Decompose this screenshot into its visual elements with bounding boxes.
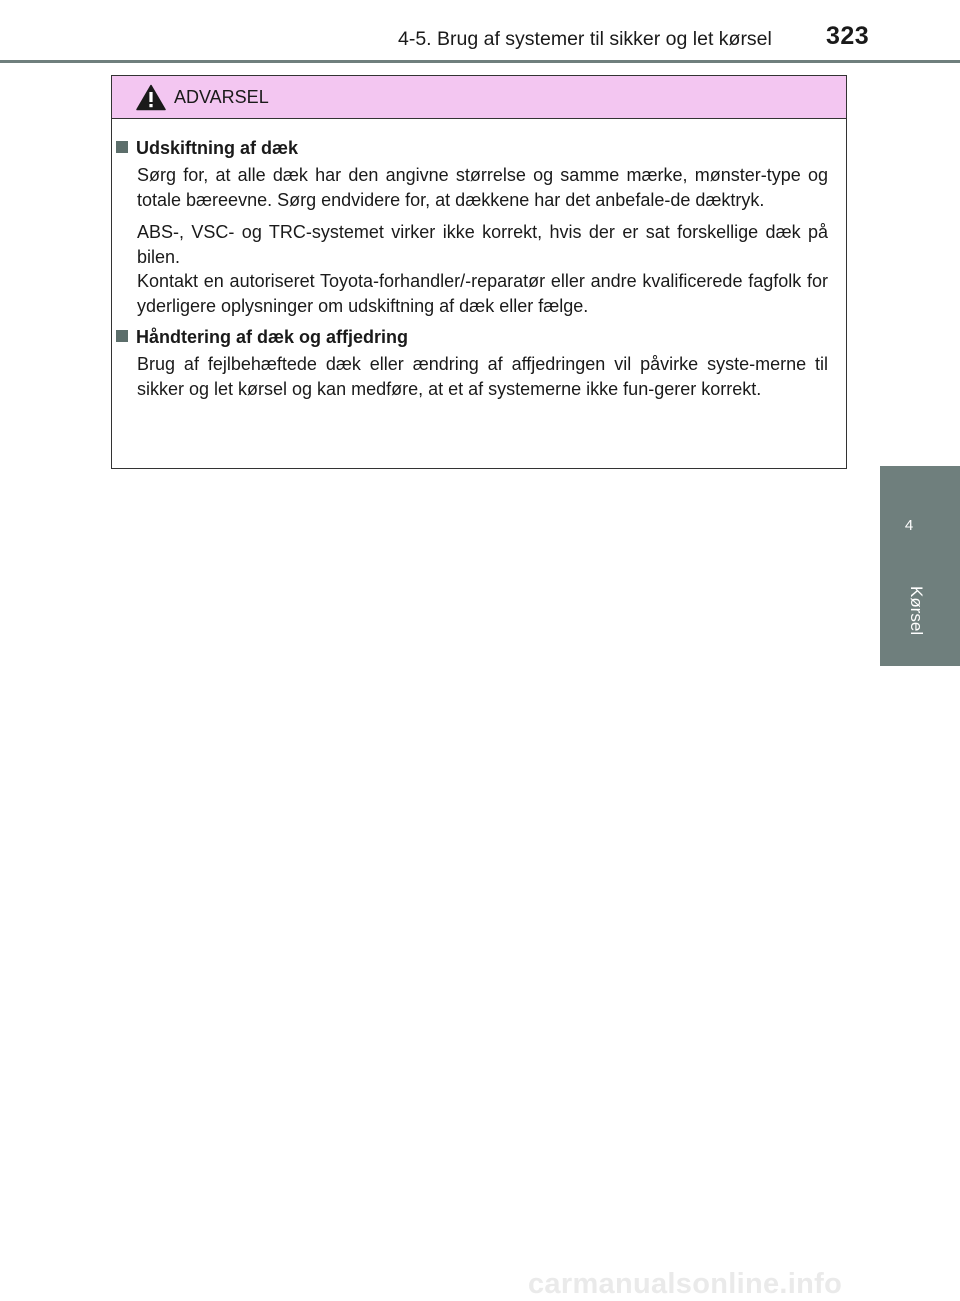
page-number: 323	[826, 22, 870, 50]
warning-body	[112, 119, 846, 401]
chapter-tab	[880, 466, 960, 666]
section-heading-text: Udskiftning af dæk	[136, 138, 299, 158]
square-bullet-icon	[116, 141, 128, 153]
header-rule	[0, 60, 960, 63]
section-heading-tire-replacement	[112, 136, 828, 160]
section-heading-text: Håndtering af dæk og affjedring	[136, 327, 409, 347]
warning-triangle-icon	[136, 84, 166, 111]
section-heading-tire-suspension	[112, 325, 828, 349]
watermark	[0, 1268, 960, 1300]
paragraph: Kontakt en autoriseret Toyota-forhandler/-reparatør eller andre kvalificerede fagfolk for yderligere oplysninger om udskiftning af dæk eller fælge.	[137, 271, 828, 316]
paragraph: Sørg for, at alle dæk har den angivne størrelse og samme mærke, mønster-type og totale bæreevne. Sørg endvidere for, at dækkene har det anbefale-de dæktryk.	[137, 165, 828, 210]
chapter-label: Kørsel	[907, 586, 926, 636]
watermark-text: carmanualsonline.info	[528, 1268, 843, 1300]
chapter-number: 4	[904, 517, 914, 534]
paragraph: Brug af fejlbehæftede dæk eller ændring af affjedringen vil påvirke syste-merne til sikker og let kørsel og kan medføre, at et af systemerne ikke fun-gerer korrekt.	[137, 354, 828, 399]
warning-box	[111, 75, 847, 469]
warning-header	[112, 76, 846, 119]
paragraph: ABS-, VSC- og TRC-systemet virker ikke korrekt, hvis der er sat forskellige dæk på bilen.	[137, 222, 828, 267]
square-bullet-icon	[116, 330, 128, 342]
section-title: 4-5. Brug af systemer til sikker og let kørsel	[398, 28, 772, 50]
warning-title: ADVARSEL	[174, 87, 269, 107]
